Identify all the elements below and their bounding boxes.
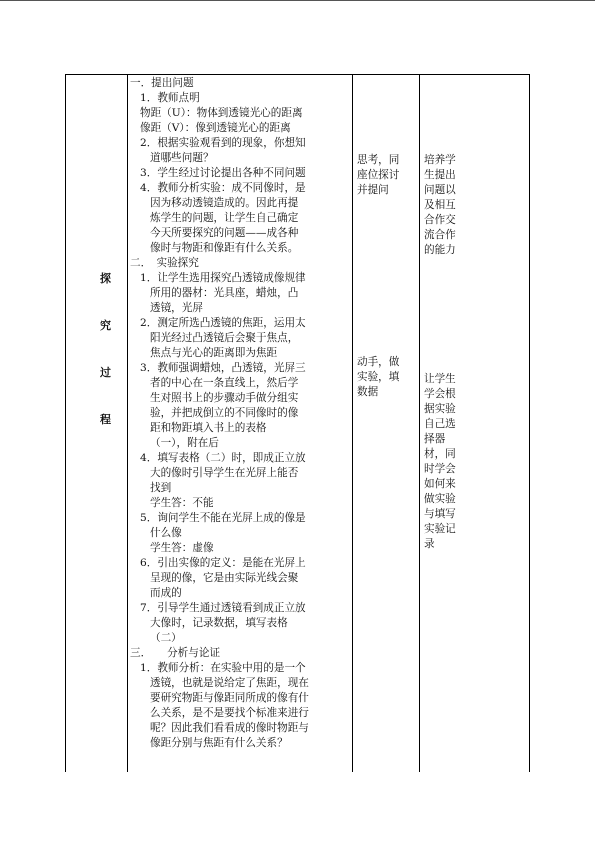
content-line: 3．教师强调蜡烛，凸透镜，光屏三	[140, 362, 306, 374]
cell-line: 的能力	[424, 244, 456, 256]
content-line: 1．教师分析：在实验中用的是一个	[140, 662, 306, 674]
content-line: （一），附在后	[150, 437, 219, 449]
page-top-rule	[0, 0, 595, 1]
content-line: 什么像	[150, 527, 182, 539]
stage-label	[66, 75, 127, 772]
content-line: 6．引出实像的定义：是能在光屏上	[140, 557, 306, 569]
cell-line: 实验记	[424, 523, 456, 535]
content-line: 者的中心在一条直线上，然后学	[150, 377, 299, 389]
column-divider	[419, 75, 420, 772]
cell-line: 学会根	[424, 388, 456, 400]
content-line: 大像时，记录数据，填写表格	[150, 617, 288, 629]
content-line: 找到	[150, 482, 172, 494]
content-line: 今天所要探究的问题——成各种	[150, 227, 299, 239]
content-line: 二． 实验探究	[130, 257, 199, 269]
content-line: 4．教师分析实验：成不同像时，是	[140, 182, 306, 194]
content-line: 一．提出问题	[130, 77, 194, 89]
content-line: 2．根据实验观看到的现象，你想知	[140, 137, 306, 149]
student-activity-cell	[357, 153, 399, 198]
cell-line: 择器	[424, 433, 446, 445]
content-line: 透镜，光屏	[150, 302, 203, 314]
content-line: 而成的	[150, 587, 182, 599]
cell-line: 与填写	[424, 508, 456, 520]
content-line: 物距（U）：物体到透镜光心的距离	[140, 107, 303, 119]
content-line: 透镜，也就是说给定了焦距，现在	[150, 677, 309, 689]
content-line: 7．引导学生通过透镜看到成正立放	[140, 602, 306, 614]
cell-line: 数据	[357, 386, 379, 398]
content-line: 道哪些问题？	[150, 152, 214, 164]
stage-char: 探	[100, 272, 111, 285]
content-line: 阳光经过凸透镜后会聚于焦点，	[150, 332, 299, 344]
student-activity-cell	[357, 355, 399, 400]
cell-line: 并提问	[357, 184, 389, 196]
content-line: 4．填写表格（二）时，即成正立放	[140, 452, 306, 464]
cell-line: 座位探讨	[357, 169, 400, 181]
stage-char: 究	[100, 319, 111, 332]
cell-line: 及相互	[424, 199, 456, 211]
cell-line: 自己选	[424, 418, 456, 430]
design-intent-cell	[424, 153, 456, 258]
cell-line: 合作交	[424, 214, 456, 226]
cell-line: 问题以	[424, 184, 456, 196]
cell-line: 录	[424, 538, 435, 550]
cell-line: 做实验	[424, 493, 456, 505]
content-line: 1．教师点明	[140, 92, 200, 104]
content-line: 炼学生的问题，让学生自己确定	[150, 212, 299, 224]
content-line: 3．学生经过讨论提出各种不同问题	[140, 167, 306, 179]
cell-line: 材，同	[424, 448, 456, 460]
content-line: 1．让学生选用探究凸透镜成像规律	[140, 272, 306, 284]
cell-line: 让学生	[424, 373, 456, 385]
content-line: 三． 分析与论证	[130, 647, 221, 659]
cell-line: 动手，做	[357, 356, 400, 368]
column-divider	[127, 75, 128, 772]
lesson-table	[65, 74, 530, 772]
content-line: 所用的器材：光具座，蜡烛，凸	[150, 287, 299, 299]
design-intent-cell	[424, 372, 456, 552]
cell-line: 培养学	[424, 154, 456, 166]
content-line: 呢？因此我们看看成的像时物距与	[150, 722, 309, 734]
cell-line: 如何来	[424, 478, 456, 490]
content-line: 呈现的像，它是由实际光线会聚	[150, 572, 299, 584]
cell-line: 思考，同	[357, 154, 400, 166]
content-line: 学生答：虚像	[150, 542, 214, 554]
content-line: 大的像时引导学生在光屏上能否	[150, 467, 299, 479]
stage-char: 过	[100, 366, 111, 379]
content-line: 距和物距填入书上的表格	[150, 422, 267, 434]
content-line: 么关系，是不是要找个标准来进行	[150, 707, 309, 719]
cell-line: 实验，填	[357, 371, 400, 383]
cell-line: 生提出	[424, 169, 456, 181]
content-line: 像距（V）：像到透镜光心的距离	[140, 122, 291, 134]
teaching-content	[130, 76, 350, 751]
content-line: 学生答：不能	[150, 497, 214, 509]
content-line: 像距分别与焦距有什么关系？	[150, 737, 288, 749]
content-line: 像时与物距和像距有什么关系。	[150, 242, 299, 254]
content-line: 焦点与光心的距离即为焦距	[150, 347, 278, 359]
cell-line: 流合作	[424, 229, 456, 241]
content-line: （二）	[150, 632, 182, 644]
column-divider	[352, 75, 353, 772]
content-line: 因为移动透镜造成的。因此再提	[150, 197, 299, 209]
content-line: 2．测定所选凸透镜的焦距，运用太	[140, 317, 306, 329]
cell-line: 时学会	[424, 463, 456, 475]
content-line: 5．询问学生不能在光屏上成的像是	[140, 512, 306, 524]
content-line: 验，并把成倒立的不同像时的像	[150, 407, 299, 419]
content-line: 要研究物距与像距同所成的像有什	[150, 692, 309, 704]
stage-char: 程	[100, 413, 111, 426]
cell-line: 据实验	[424, 403, 456, 415]
content-line: 生对照书上的步骤动手做分组实	[150, 392, 299, 404]
